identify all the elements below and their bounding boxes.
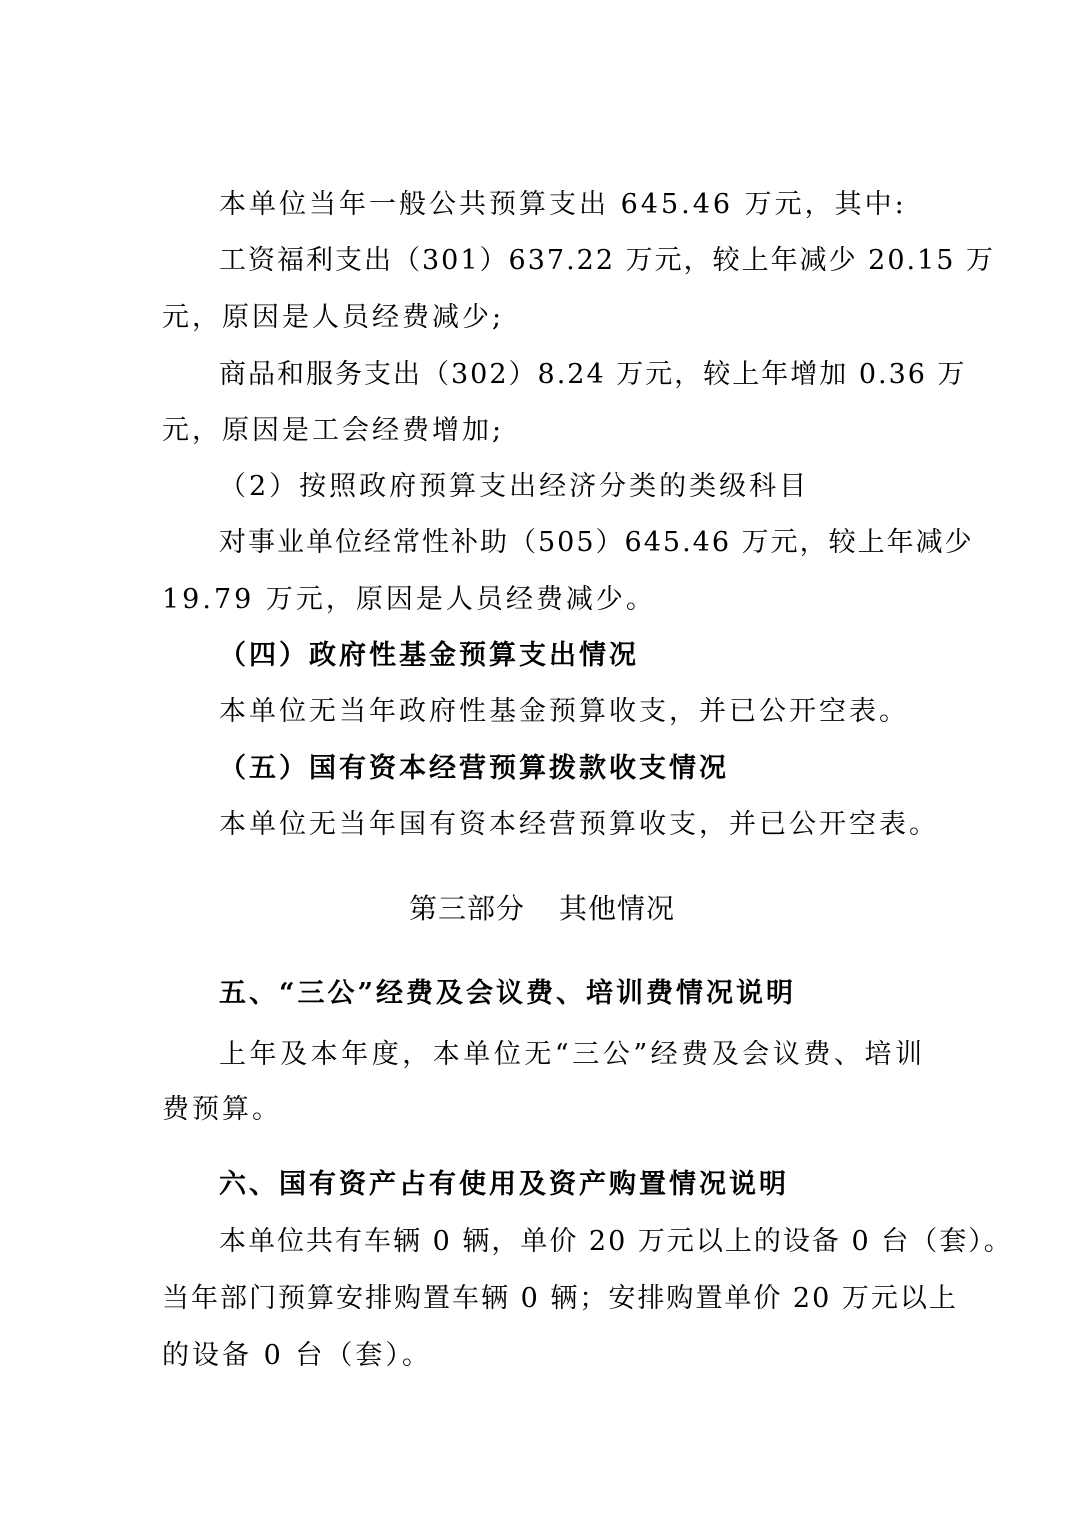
assets-line-3: 的设备 0 台（套）。	[162, 1340, 432, 1371]
subsidy-line-1: 对事业单位经常性补助（505）645.46 万元，较上年减少	[219, 527, 974, 558]
goods-services-line-1: 商品和服务支出（302）8.24 万元，较上年增加 0.36 万	[219, 359, 967, 390]
three-public-line-1: 上年及本年度，本单位无“三公”经费及会议费、培训	[219, 1039, 924, 1070]
assets-heading: 六、国有资产占有使用及资产购置情况说明	[219, 1169, 789, 1200]
gov-fund-heading: （四）政府性基金预算支出情况	[219, 640, 639, 671]
state-capital-text: 本单位无当年国有资本经营预算收支，并已公开空表。	[219, 809, 939, 840]
state-capital-heading: （五）国有资本经营预算拨款收支情况	[219, 753, 729, 784]
assets-line-2: 当年部门预算安排购置车辆 0 辆；安排购置单价 20 万元以上	[162, 1283, 958, 1314]
part-three-title-a: 第三部分	[408, 892, 525, 925]
goods-services-line-2: 元，原因是工会经费增加;	[162, 415, 505, 446]
subsidy-line-2: 19.79 万元，原因是人员经费减少。	[162, 584, 656, 615]
economic-classification-heading: （2）按照政府预算支出经济分类的类级科目	[219, 471, 810, 502]
wage-expenditure-line-1: 工资福利支出（301）637.22 万元，较上年减少 20.15 万	[219, 245, 996, 276]
three-public-heading: 五、“三公”经费及会议费、培训费情况说明	[219, 978, 797, 1009]
wage-expenditure-line-2: 元，原因是人员经费减少;	[162, 302, 505, 333]
gov-fund-text: 本单位无当年政府性基金预算收支，并已公开空表。	[219, 696, 909, 727]
three-public-line-2: 费预算。	[162, 1094, 282, 1125]
assets-line-1: 本单位共有车辆 0 辆，单价 20 万元以上的设备 0 台（套）。	[219, 1226, 1013, 1257]
general-budget-intro: 本单位当年一般公共预算支出 645.46 万元，其中:	[219, 189, 907, 220]
part-three-title-b: 其他情况	[559, 892, 676, 925]
part-three-title	[0, 889, 1074, 929]
